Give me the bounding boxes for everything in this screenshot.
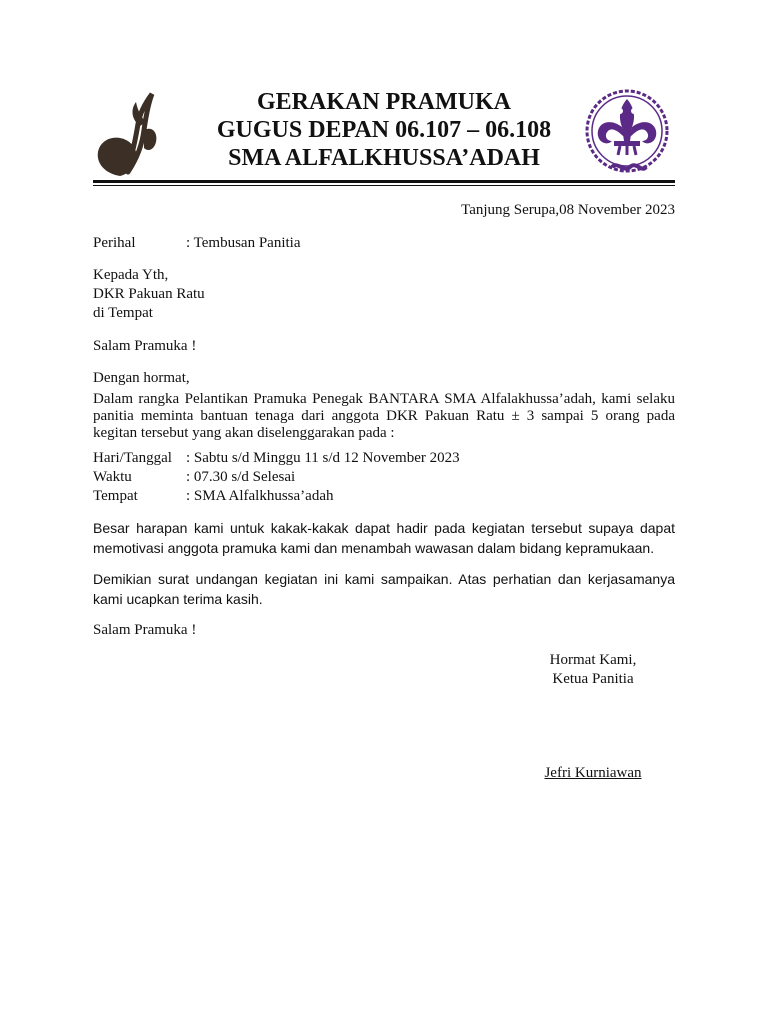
detail-value: : 07.30 s/d Selesai bbox=[186, 469, 296, 485]
detail-value: : SMA Alfalkhussa’adah bbox=[186, 488, 334, 504]
school-name: SMA ALFALKHUSSA’ADAH bbox=[228, 145, 540, 171]
tunas-kelapa-icon bbox=[92, 90, 162, 180]
subject-label: Perihal bbox=[93, 235, 136, 251]
letterhead-divider-thick bbox=[93, 180, 675, 183]
place-date: Tanjung Serupa,08 November 2023 bbox=[461, 202, 675, 218]
body-paragraph-2: Besar harapan kami untuk kakak-kakak dapat hadir pada kegiatan tersebut supaya dapat memotivasi anggota pramuka kami dan menambah wawasan dalam bidang kepramukaan. bbox=[93, 520, 675, 556]
letterhead bbox=[160, 88, 608, 172]
fleur-de-lis-emblem-icon bbox=[582, 89, 672, 182]
detail-label: Waktu bbox=[93, 469, 132, 485]
signature-closing: Hormat Kami, bbox=[549, 652, 637, 668]
detail-value: : Sabtu s/d Minggu 11 s/d 12 November 2023 bbox=[186, 450, 460, 466]
letterhead-divider-thin bbox=[93, 185, 675, 186]
signatory-name: Jefri Kurniawan bbox=[544, 765, 642, 781]
greeting-open: Salam Pramuka ! bbox=[93, 338, 197, 354]
unit-number: GUGUS DEPAN 06.107 – 06.108 bbox=[216, 117, 552, 143]
recipient-line-3: di Tempat bbox=[93, 305, 153, 321]
subject-line bbox=[93, 234, 301, 253]
body-paragraph-1: Dalam rangka Pelantikan Pramuka Penegak BANTARA SMA Alfalakhussa’adah, kami selaku panitia meminta bantuan tenaga dari anggota DKR Pakuan Ratu ± 3 sampai 5 orang pada kegitan tersebut yang akan diselenggarakan pada : bbox=[93, 391, 675, 441]
detail-row bbox=[93, 449, 460, 468]
signature-role: Ketua Panitia bbox=[552, 671, 634, 687]
recipient-line-2: DKR Pakuan Ratu bbox=[93, 286, 205, 302]
greeting-close: Salam Pramuka ! bbox=[93, 622, 197, 638]
recipient-line-1: Kepada Yth, bbox=[93, 267, 169, 283]
body-paragraph-3: Demikian surat undangan kegiatan ini kami sampaikan. Atas perhatian dan kerjasamanya kami ucapkan terima kasih. bbox=[93, 571, 675, 607]
detail-row bbox=[93, 468, 295, 487]
subject-value: : Tembusan Panitia bbox=[186, 235, 301, 251]
detail-label: Tempat bbox=[93, 488, 138, 504]
detail-row bbox=[93, 487, 334, 506]
salutation: Dengan hormat, bbox=[93, 370, 190, 386]
organization-name: GERAKAN PRAMUKA bbox=[257, 89, 511, 115]
detail-label: Hari/Tanggal bbox=[93, 450, 172, 466]
